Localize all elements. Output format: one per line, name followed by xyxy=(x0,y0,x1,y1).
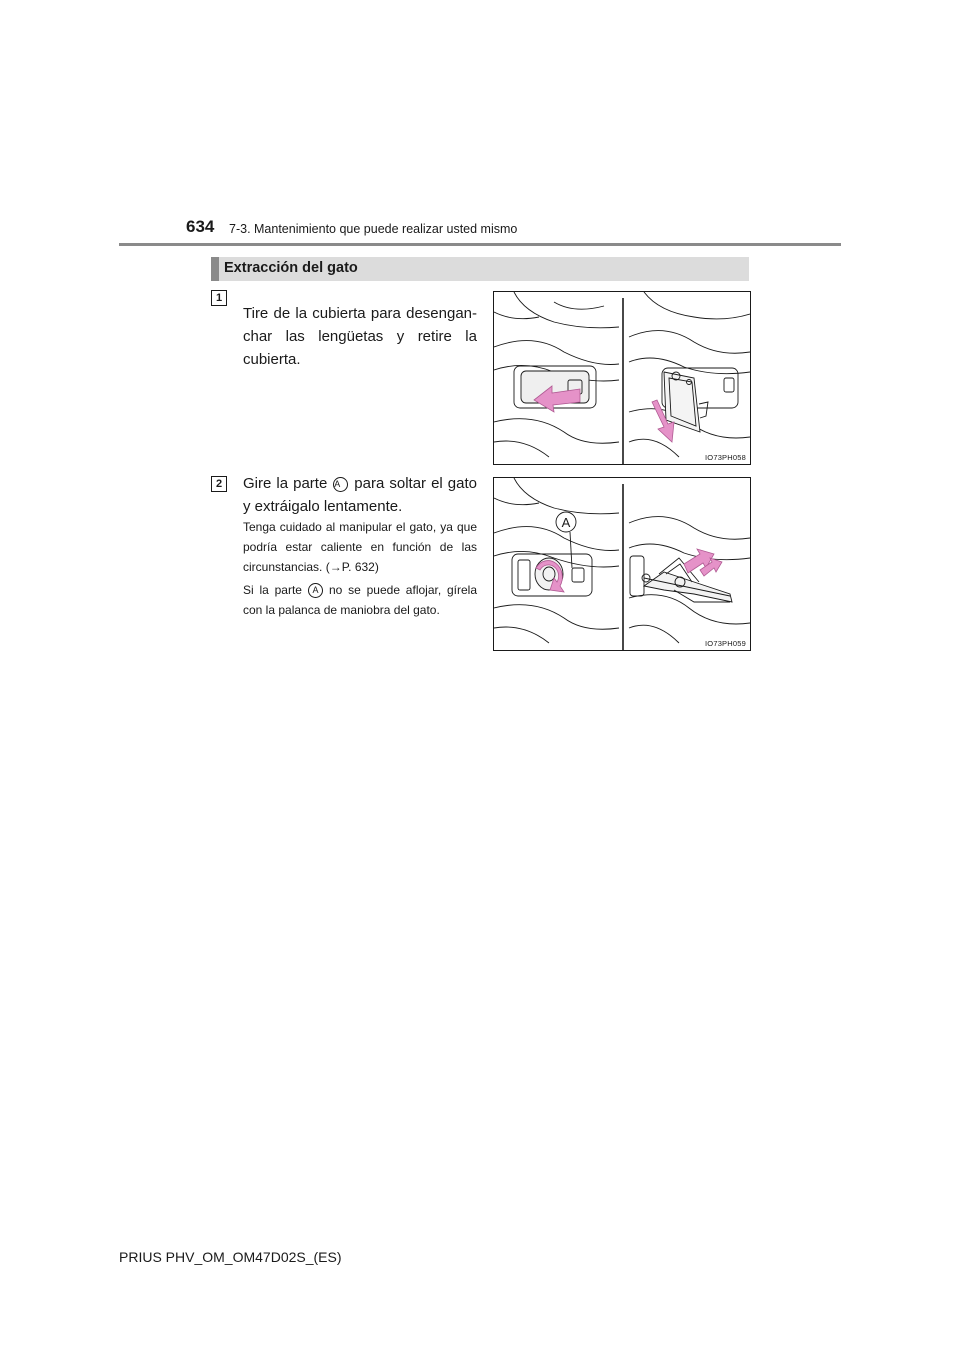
step-1-line-1: Tire de la cubierta para desengan- xyxy=(243,305,477,322)
page-number: 634 xyxy=(186,217,215,236)
step-1-line-2: char las lengüetas y retire la xyxy=(243,328,477,345)
step-1-line-3: cubierta. xyxy=(243,351,301,368)
footer-document-id: PRIUS PHV_OM_OM47D02S_(ES) xyxy=(119,1249,342,1265)
section-heading-accent xyxy=(211,257,219,281)
header-rule xyxy=(119,243,841,246)
figure-1 xyxy=(493,291,751,465)
step-2-number: 2 xyxy=(211,476,227,492)
section-path: 7-3. Mantenimiento que puede realizar usted mismo xyxy=(229,222,518,236)
step-2-text-after: para soltar el gato xyxy=(354,475,477,492)
step-1-text xyxy=(243,302,477,371)
part-a-label: A xyxy=(333,477,348,492)
note-2-after: no se puede aflojar, gírela con la palanca de maniobra del gato. xyxy=(243,583,477,617)
step-2-text-before: Gire la parte xyxy=(243,475,328,492)
step-2-text xyxy=(243,472,477,518)
step-2-line-2: y extráigalo lentamente. xyxy=(243,498,403,515)
step-1-number: 1 xyxy=(211,290,227,306)
figure-1-code: IO73PH058 xyxy=(705,453,746,462)
jack-cover-removal-illustration xyxy=(494,292,750,464)
step-2-note-1: Tenga cuidado al manipular el gato, ya que podría estar caliente en función de las circunstancias. (→P. 632) xyxy=(243,520,477,574)
jack-loosen-illustration xyxy=(494,478,750,650)
figure-2-code: IO73PH059 xyxy=(705,639,746,648)
step-2-note-2 xyxy=(243,580,477,620)
part-a-label-note: A xyxy=(308,583,323,598)
figure-2 xyxy=(493,477,751,651)
section-title: Extracción del gato xyxy=(224,260,358,276)
note-2-before: Si la parte xyxy=(243,583,302,597)
section-heading-bar xyxy=(211,257,749,281)
callout-a-label: A xyxy=(561,515,571,530)
step-2-line-1 xyxy=(243,472,477,495)
